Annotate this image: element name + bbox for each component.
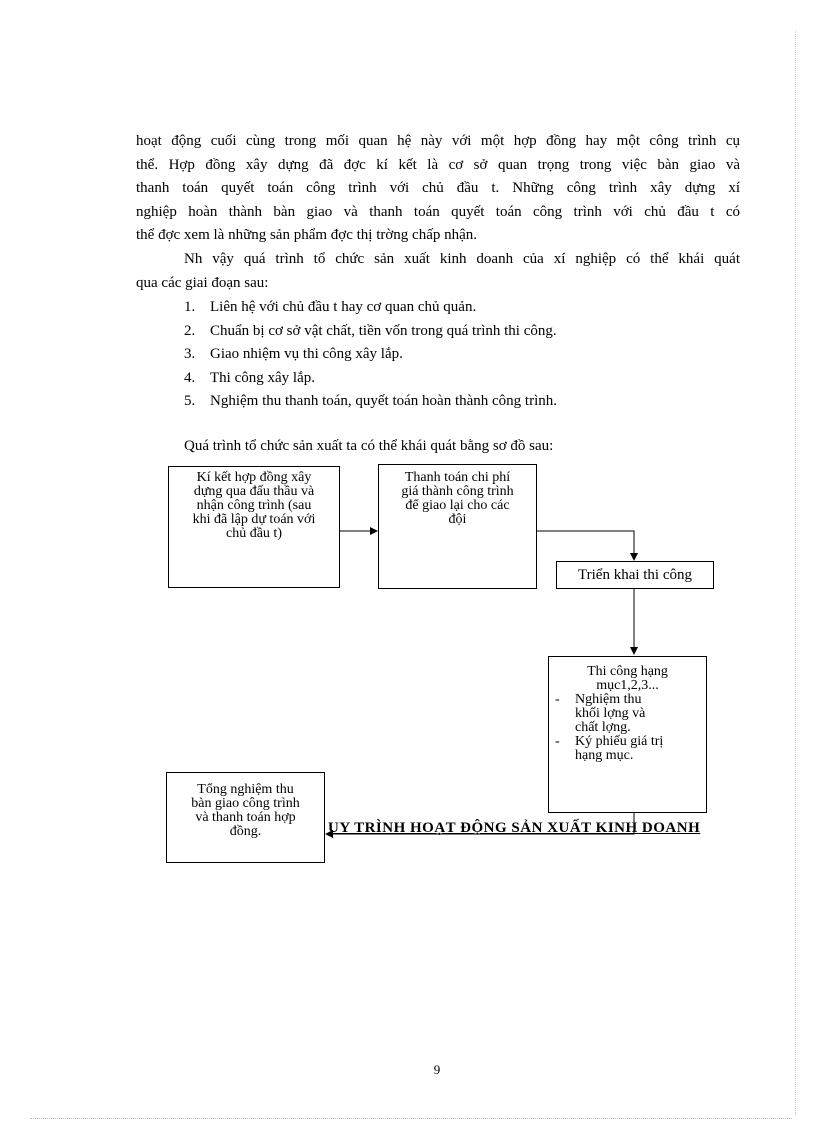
paragraph-line: Nh vậy quá trình tổ chức sản xuất kinh doanh của xí nghiệp có thể khái quát — [184, 251, 740, 267]
page-number: 9 — [433, 1062, 441, 1077]
paragraph-line: nghiệp hoàn thành bàn giao và thanh toán quyết toán công trình với chủ đầu t có — [136, 203, 740, 220]
list-item: 5. Nghiệm thu thanh toán, quyết toán hoàn thành công trình. — [184, 393, 558, 409]
page-border-right — [795, 30, 796, 1115]
box-final-acceptance: Tổng nghiệm thu bàn giao công trình và thanh toán hợp đồng. — [166, 772, 325, 863]
list-item: - Nghiệm thu khối lợng và chất lợng. — [555, 692, 646, 735]
list-item: 3. Giao nhiệm vụ thi công xây lắp. — [184, 346, 403, 362]
box-construction-items: Thi công hạng mục1,2,3... - Nghiệm thu khối lợng và chất lợng. - Ký phiếu giá trị hạng mục. — [548, 656, 707, 813]
paragraph-line: qua các giai đoạn sau: — [136, 274, 269, 291]
arrow-box2-box3 — [536, 531, 634, 560]
flow-title: UY TRÌNH HOẠT ĐỘNG SẢN XUẤT KINH DOANH — [328, 820, 701, 836]
list-item: 1. Liên hệ với chủ đầu t hay cơ quan chủ quản. — [184, 299, 477, 315]
page-border-bottom — [30, 1118, 792, 1119]
paragraph-line: thanh toán quyết toán công trình với chủ đầu t. Những công trình xây dựng xí — [136, 180, 740, 196]
box-deploy: Triển khai thi công — [556, 561, 714, 589]
list-item: - Ký phiếu giá trị hạng mục. — [555, 734, 664, 763]
diagram-intro: Quá trình tổ chức sản xuất ta có thể khái quát bằng sơ đồ sau: — [184, 438, 554, 454]
box-sign-contract: Kí kết hợp đồng xây dựng qua đấu thầu và nhận công trình (sau khi đã lập dự toán với chủ đầu t) — [168, 466, 340, 588]
list-item: 4. Thi công xây lắp. — [184, 369, 315, 386]
paragraph-line: thể đợc xem là những sản phẩm đợc thị trờng chấp nhận. — [136, 227, 478, 243]
construction-sublist — [549, 693, 706, 763]
box-payment-costs: Thanh toán chi phí giá thành công trình để giao lại cho các đội — [378, 464, 537, 589]
paragraph-line: thể. Hợp đồng xây dựng đã đợc kí kết là cơ sở quan trọng trong việc bàn giao và — [136, 156, 740, 173]
list-item: 2. Chuẩn bị cơ sở vật chất, tiền vốn trong quá trình thi công. — [184, 322, 557, 339]
paragraph-line: hoạt động cuối cùng trong mối quan hệ này với một hợp đồng hay một công trình cụ — [136, 133, 740, 149]
